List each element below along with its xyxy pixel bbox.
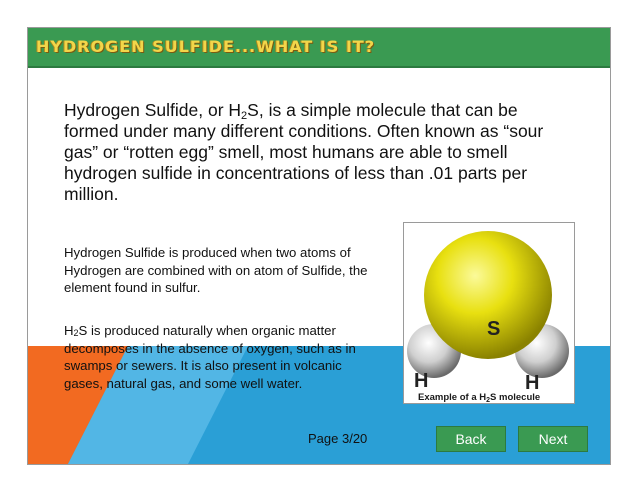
natural-paragraph	[64, 322, 384, 392]
molecule-image	[403, 222, 575, 404]
intro-subscript: 2	[241, 110, 248, 122]
next-button[interactable]	[518, 426, 588, 452]
caption-start: Example of a H	[418, 392, 487, 403]
hydrogen-right-label: H	[525, 372, 540, 394]
back-label: Back	[455, 431, 487, 447]
back-button[interactable]	[436, 426, 506, 452]
natural-prefix: H	[64, 323, 74, 338]
slide	[27, 27, 611, 465]
intro-text-rest: S, is a simple molecule that can be formed under many different conditions. Often known as “sour gas” or “rotten egg” smell, most humans are able to smell hydrogen sulfide in concentrations of less than .01 parts per million.	[64, 100, 544, 204]
intro-text-start: Hydrogen Sulfide, or H	[64, 100, 242, 120]
molecule-drawing	[404, 223, 574, 403]
next-label: Next	[538, 431, 568, 447]
slide-title: HYDROGEN SULFIDE...WHAT IS IT?	[36, 37, 376, 56]
caption-subscript: 2	[486, 397, 491, 404]
production-paragraph: Hydrogen Sulfide is produced when two atoms of Hydrogen are combined with on atom of Sulfide, the element found in sulfur.	[64, 245, 368, 295]
caption-end: S molecule	[490, 392, 541, 403]
natural-text: S is produced naturally when organic matter decomposes in the absence of oxygen, such as in swamps or sewers. It is also present in volcanic gases, natural gas, and some well water.	[64, 323, 356, 391]
hydrogen-left-label: H	[414, 370, 429, 392]
title-bar	[28, 28, 610, 68]
page-indicator: Page 3/20	[308, 431, 368, 446]
sulfur-label: S	[487, 318, 501, 340]
natural-subscript: 2	[73, 328, 79, 338]
molecule-caption	[418, 392, 540, 403]
intro-paragraph	[64, 100, 564, 205]
